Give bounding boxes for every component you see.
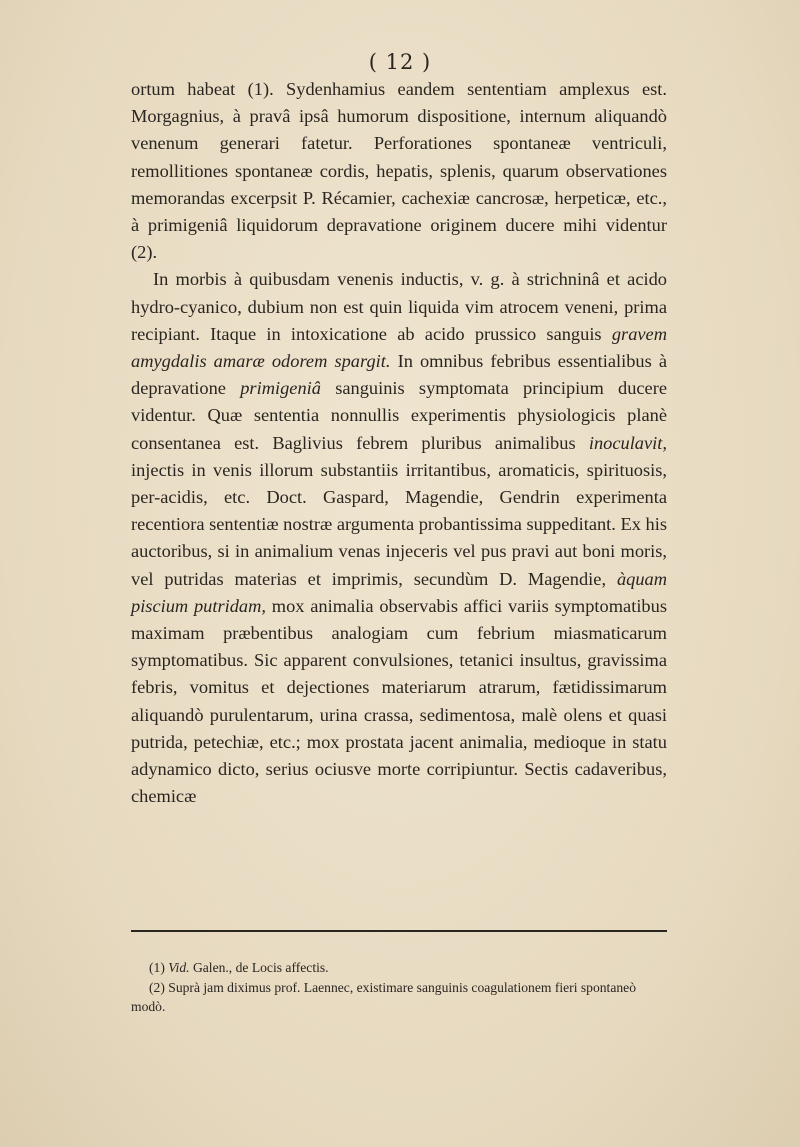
footnote-1-text: Galen., de Locis affectis. [192,960,329,975]
paragraph-2-part-1: In morbis à quibusdam venenis inductis, v. g. à strichninâ et acido hydro-cyanico, dubium non est quin liquida vim atrocem veneni, prima recipiant. Itaque in intoxicatione ab acido prussico sanguis [131,269,667,344]
footnote-divider [131,930,667,932]
footnote-2-text: Suprà jam diximus prof. Laennec, existimare sanguinis coagulationem fieri spontaneò modò. [131,979,636,1014]
paragraph-2-part-4: injectis in venis illorum substantiis irritantibus, aromaticis, spirituosis, per-acidis, etc. Doct. Gaspard, Magendie, Gendrin experimenta recentiora sententiæ nostræ argumenta probantissima suppeditant. Ex his auctoribus, si in animalium venas injeceris vel pus pravi aut boni moris, vel putridas materias et imprimis, secundùm D. Magendie, [131,459,667,589]
page-number: ( 12 ) [368,50,432,74]
paragraph-1: ortum habeat (1). Sydenhamius eandem sententiam amplexus est. Morgagnius, à pravâ ipsâ humorum dispositione, internum aliquandò venenum generari fatetur. Perforationes spontaneæ ventriculi, remollitiones spontaneæ cordis, hepatis, splenis, quarum observationes memorandas excerpsit P. Récamier, cachexiæ cancrosæ, herpeticæ, etc., à primigeniâ liquidorum depravatione originem ducere mihi videntur (2). [131,79,667,263]
footnote-1 [131,958,667,978]
footnote-1-mark: (1) [149,960,165,975]
paragraph-2-italic-2: primigeniâ [240,378,321,399]
paragraph-2-part-2: In omnibus febribus essentialibus à depravatione [131,351,667,399]
paragraph-2-italic-3: inoculavit, [588,432,667,453]
paragraph-2-italic-1: gravem amygdalis amaræ odorem spargit. [131,323,667,372]
footnote-2-mark: (2) [149,979,165,995]
footnote-1-italic: Vid. [168,960,190,975]
footnotes [131,958,667,1017]
paragraph-2-part-5: mox animalia observabis affici variis symptomatibus maximam præbentibus analogiam cum febrium miasmaticarum symptomatibus. Sic apparent convulsiones, tetanici insultus, gravissima febris, vomitus et dejectiones materiarum atrarum, fætidissimarum aliquandò purulentarum, urina crassa, sedimentosa, malè olens et quasi putrida, petechiæ, etc.; mox prostata jacent animalia, medioque in statu adynamico dicto, serius ociusve morte corripiuntur. Sectis cadaveribus, chemicæ [131,595,667,807]
main-text [131,76,667,810]
paragraph-2 [131,266,667,810]
footnote-2 [131,978,667,1017]
paragraph-2-part-3: sanguinis symptomata principium ducere videntur. Quæ sententia nonnullis experimentis physiologicis planè consentanea est. Baglivius febrem pluribus animalibus [131,378,667,453]
paragraph-2-italic-4: àquam piscium putridam, [131,568,667,616]
